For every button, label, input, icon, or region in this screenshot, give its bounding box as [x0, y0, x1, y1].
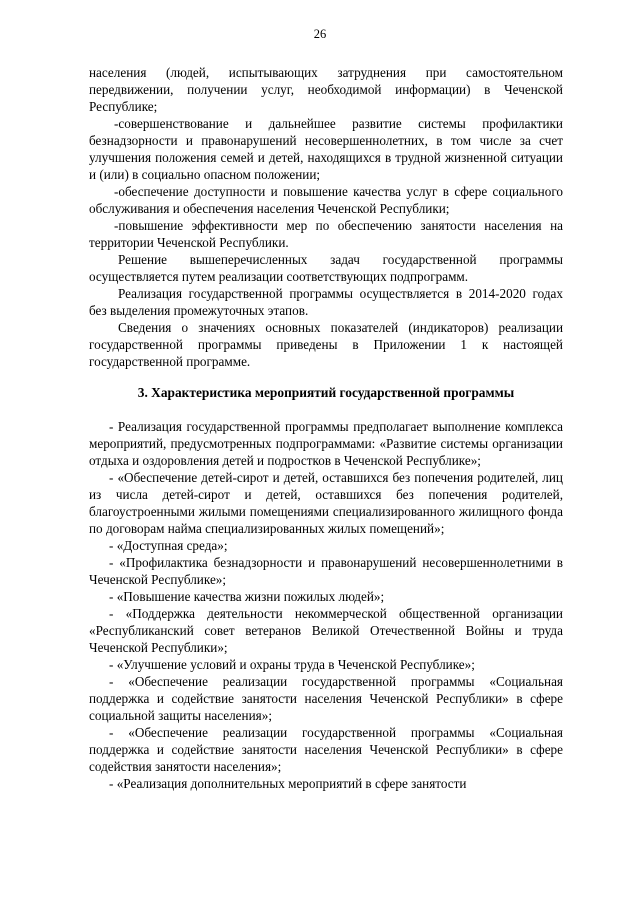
paragraph: населения (людей, испытывающих затруднения при самостоятельном передвижении, получении услуг, необходимой информации) в Чеченской Республике; — [89, 65, 563, 114]
list-item: -обеспечение доступности и повышение качества услуг в сфере социального обслуживания и обеспечения населения Чеченской Республики; — [89, 184, 563, 216]
paragraph: Реализация государственной программы осуществляется в 2014-2020 годах без выделения промежуточных этапов. — [89, 286, 563, 318]
list-item: -совершенствование и дальнейшее развитие системы профилактики безнадзорности и правонарушений несовершеннолетних, в том числе за счет улучшения положения семей и детей, находящихся в трудной жизненной ситуации и (или) в социально опасном положении; — [89, 116, 563, 182]
list-item: - «Улучшение условий и охраны труда в Чеченской Республике»; — [109, 657, 475, 672]
paragraph: Решение вышеперечисленных задач государственной программы осуществляется путем реализации соответствующих подпрограмм. — [89, 252, 563, 284]
list-item: - Реализация государственной программы предполагает выполнение комплекса мероприятий, предусмотренных подпрограммами: «Развитие системы организации отдыха и оздоровления детей и подростков в Чеченской Республике»; — [89, 419, 563, 468]
section-heading: 3. Характеристика мероприятий государственной программы — [137, 385, 515, 400]
list-item: - «Профилактика безнадзорности и правонарушений несовершеннолетними в Чеченской Республике»; — [89, 555, 563, 587]
list-item: - «Доступная среда»; — [109, 538, 228, 553]
list-item: - «Реализация дополнительных мероприятий в сфере занятости — [109, 776, 467, 791]
document-body — [89, 64, 563, 792]
page-number: 26 — [313, 27, 327, 41]
list-item: - «Обеспечение детей-сирот и детей, оставшихся без попечения родителей, лиц из числа детей-сирот и детей, оставшихся без попечения родителей, благоустроенными жилыми помещениями специализированного жилищного фонда по договорам найма специализированных жилых помещений»; — [89, 470, 563, 536]
list-item: -повышение эффективности мер по обеспечению занятости населения на территории Чеченской Республики. — [89, 218, 563, 250]
list-item: - «Обеспечение реализации государственной программы «Социальная поддержка и содействие занятости населения Чеченской Республики» в сфере содействия занятости населения»; — [89, 725, 563, 774]
paragraph: Сведения о значениях основных показателей (индикаторов) реализации государственной программы приведены в Приложении 1 к настоящей государственной программе. — [89, 320, 563, 369]
list-item: - «Обеспечение реализации государственной программы «Социальная поддержка и содействие занятости населения Чеченской Республики» в сфере социальной защиты населения»; — [89, 674, 563, 723]
list-item: - «Поддержка деятельности некоммерческой общественной организации «Республиканский совет ветеранов Великой Отечественной Войны и труда Чеченской Республики»; — [89, 606, 563, 655]
list-item: - «Повышение качества жизни пожилых людей»; — [109, 589, 385, 604]
